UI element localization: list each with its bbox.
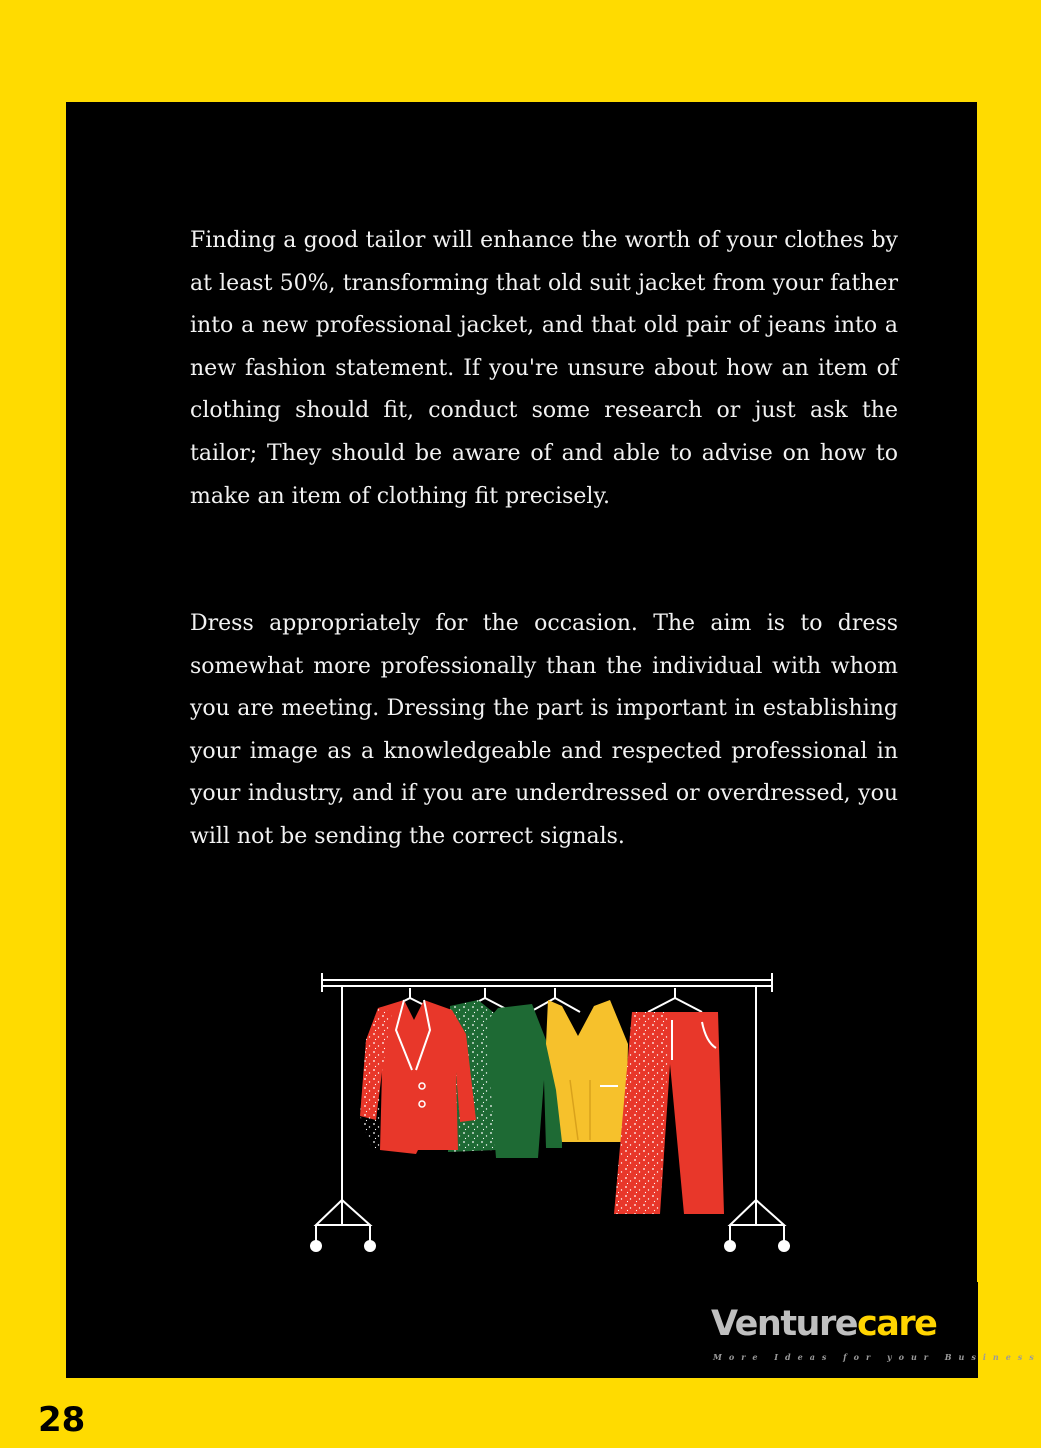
brand-logo [703, 1282, 1041, 1378]
logo-tagline: More Ideas for your Business [713, 1352, 1041, 1362]
clothes-rack-icon [300, 960, 790, 1260]
logo-wordmark [711, 1304, 936, 1344]
logo-care: care [856, 1304, 937, 1344]
paragraph-tailor: Finding a good tailor will enhance the worth of your clothes by at least 50%, transforming that old suit jacket from your father into a new professional jacket, and that old pair of jeans into a new fashion statement. If you're unsure about how an item of clothing should fit, conduct some research or just ask the tailor; They should be aware of and able to advise on how to make an item of clothing fit precisely. [190, 228, 898, 509]
paragraph-dress-appropriately: Dress appropriately for the occasion. The aim is to dress somewhat more professionally than the individual with whom you are meeting. Dressing the part is important in establishing your image as a knowledgeable and respected professional in your industry, and if you are underdressed or overdressed, you will not be sending the correct signals. [190, 611, 898, 849]
page-number: 28 [38, 1400, 86, 1440]
logo-venture: Venture [711, 1304, 857, 1344]
